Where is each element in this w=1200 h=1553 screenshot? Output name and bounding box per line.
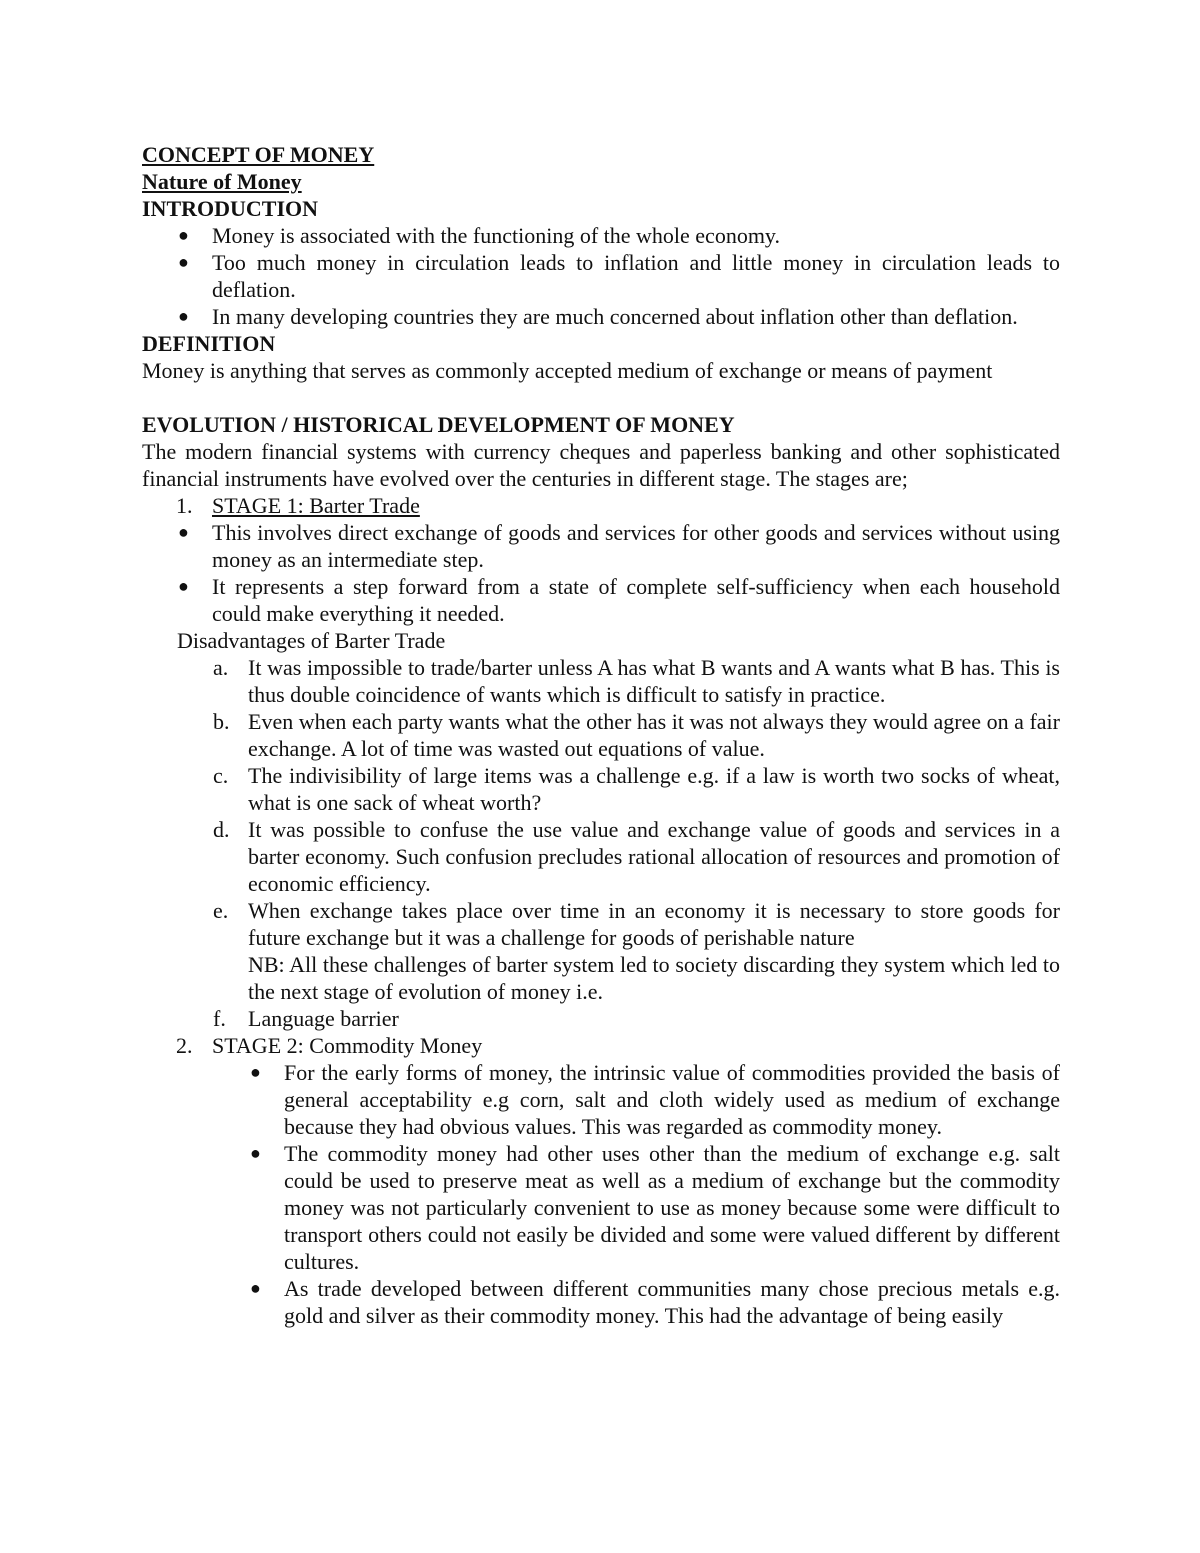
disadvantage-text: When exchange takes place over time in an economy it is necessary to store goods for future exchange but it was a challenge for goods of perishable nature [248, 898, 1060, 950]
document-subtitle: Nature of Money [142, 169, 302, 194]
stage-2-bullet-text: For the early forms of money, the intrinsic value of commodities provided the basis of general acceptability e.g corn, salt and cloth widely used as medium of exchange because they had obvious values. This was regarded as commodity money. [284, 1060, 1060, 1139]
disadvantage-text: Language barrier [248, 1006, 399, 1031]
list-marker: 2. [176, 1033, 193, 1058]
introduction-heading: INTRODUCTION [142, 196, 319, 221]
disadvantages-heading: Disadvantages of Barter Trade [177, 628, 446, 653]
bullet-icon: ● [178, 576, 189, 596]
intro-bullet-text: Too much money in circulation leads to inflation and little money in circulation leads to deflation. [212, 250, 1060, 302]
bullet-icon: ● [178, 522, 189, 542]
stage-1-item [142, 492, 1060, 519]
nb-note: NB: All these challenges of barter system led to society discarding they system which led to the next stage of evolution of money i.e. [248, 952, 1060, 1004]
stage-1-title: STAGE 1: Barter Trade [212, 493, 420, 518]
intro-bullet [142, 222, 1060, 249]
disadvantage-item [142, 897, 1060, 951]
stage-2-title: STAGE 2: Commodity Money [212, 1033, 483, 1058]
disadvantage-item [142, 708, 1060, 762]
document-body [142, 141, 1060, 1329]
bullet-icon: ● [250, 1143, 261, 1163]
stage-1-bullet-text: It represents a step forward from a state of complete self-sufficiency when each household could make everything it needed. [212, 574, 1060, 626]
definition-heading: DEFINITION [142, 331, 276, 356]
intro-bullet [142, 303, 1060, 330]
bullet-icon: ● [178, 225, 189, 245]
list-marker: 1. [176, 493, 193, 518]
intro-bullet-text: Money is associated with the functioning of the whole economy. [212, 223, 781, 248]
stage-1-bullet [142, 519, 1060, 573]
disadvantage-text: The indivisibility of large items was a challenge e.g. if a law is worth two socks of wheat, what is one sack of wheat worth? [248, 763, 1060, 815]
disadvantage-item [142, 816, 1060, 897]
list-marker: e. [213, 898, 229, 923]
bullet-icon: ● [250, 1278, 261, 1298]
stage-1-bullet [142, 573, 1060, 627]
list-marker: b. [213, 709, 230, 734]
list-marker: a. [213, 655, 229, 680]
disadvantage-text: Even when each party wants what the other has it was not always they would agree on a fair exchange. A lot of time was wasted out equations of value. [248, 709, 1060, 761]
stage-2-bullet-text: As trade developed between different communities many chose precious metals e.g. gold and silver as their commodity money. This had the advantage of being easily [284, 1276, 1060, 1328]
stage-2-bullet [142, 1275, 1060, 1329]
stage-1-bullet-text: This involves direct exchange of goods and services for other goods and services without using money as an intermediate step. [212, 520, 1060, 572]
document-title: CONCEPT OF MONEY [142, 142, 375, 167]
disadvantage-text: It was possible to confuse the use value and exchange value of goods and services in a barter economy. Such confusion precludes rational allocation of resources and promotion of economic efficiency. [248, 817, 1060, 896]
disadvantage-text: It was impossible to trade/barter unless A has what B wants and A wants what B has. This is thus double coincidence of wants which is difficult to satisfy in practice. [248, 655, 1060, 707]
disadvantage-item [142, 654, 1060, 708]
intro-bullet-text: In many developing countries they are much concerned about inflation other than deflation. [212, 304, 1018, 329]
disadvantage-item [142, 762, 1060, 816]
stage-2-bullet [142, 1059, 1060, 1140]
bullet-icon: ● [250, 1062, 261, 1082]
paragraph-spacer [142, 384, 1060, 411]
intro-bullet [142, 249, 1060, 303]
stage-2-item [142, 1032, 1060, 1059]
bullet-icon: ● [178, 252, 189, 272]
list-marker: f. [213, 1006, 226, 1031]
list-marker: c. [213, 763, 229, 788]
disadvantage-item [142, 1005, 1060, 1032]
stage-2-bullet-text: The commodity money had other uses other than the medium of exchange e.g. salt could be used to preserve meat as well as a medium of exchange but the commodity money was not particularly convenient to use as money because some were difficult to transport others could not easily be divided and some were valued different by different cultures. [284, 1141, 1060, 1274]
list-marker: d. [213, 817, 230, 842]
bullet-icon: ● [178, 306, 189, 326]
definition-text: Money is anything that serves as commonly accepted medium of exchange or means of payment [142, 358, 993, 383]
stage-2-bullet [142, 1140, 1060, 1275]
evolution-heading: EVOLUTION / HISTORICAL DEVELOPMENT OF MONEY [142, 412, 735, 437]
evolution-text: The modern financial systems with currency cheques and paperless banking and other sophisticated financial instruments have evolved over the centuries in different stage. The stages are; [142, 439, 1060, 491]
